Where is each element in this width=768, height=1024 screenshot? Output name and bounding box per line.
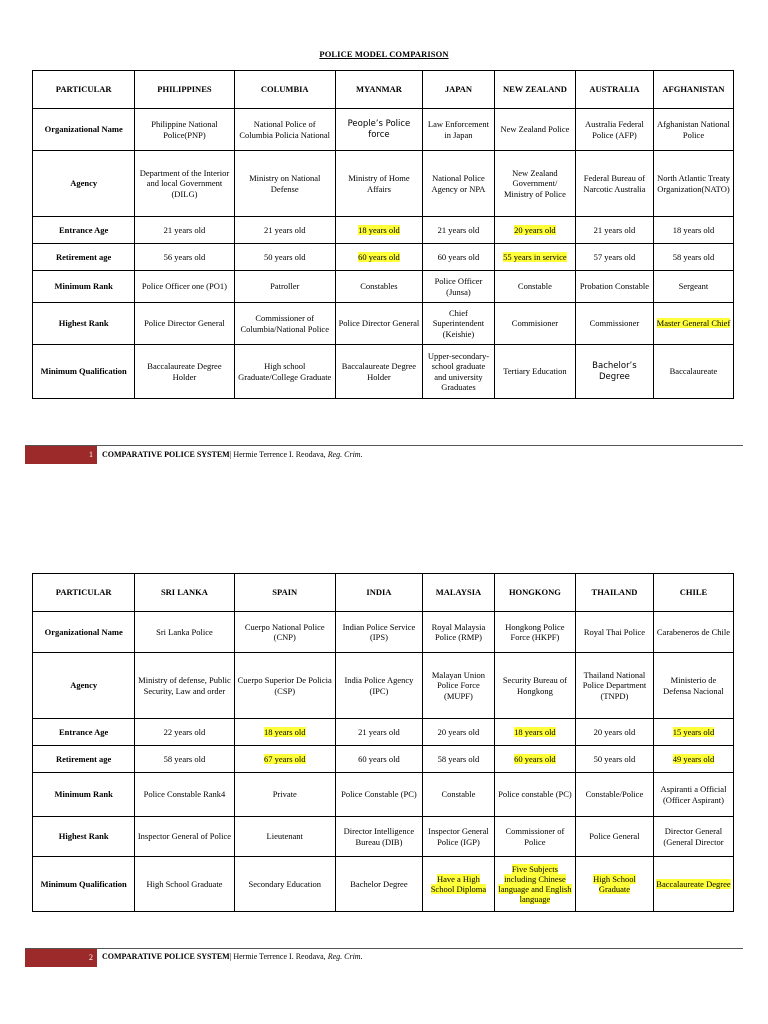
row-label: Retirement age	[33, 244, 135, 271]
table-cell	[494, 244, 575, 271]
highlighted-value: 55 years in service	[503, 251, 567, 262]
country-header: NEW ZEALAND	[494, 71, 575, 109]
table-cell: Commissioner of Police	[494, 817, 575, 857]
table-cell	[335, 244, 422, 271]
particular-header: PARTICULAR	[33, 574, 135, 612]
footer-suffix: Reg. Crim.	[327, 450, 363, 459]
table-cell: North Atlantic Treaty Organization(NATO)	[653, 151, 733, 217]
country-header: THAILAND	[575, 574, 653, 612]
table-cell: Indian Police Service (IPS)	[335, 612, 422, 653]
table-cell: Police Officer (Junsa)	[422, 271, 494, 303]
row-label: Organizational Name	[33, 109, 135, 151]
table-cell: Constable/Police	[575, 773, 653, 817]
table-cell	[234, 746, 335, 773]
country-header: MALAYSIA	[422, 574, 494, 612]
page-number-box: 2	[25, 949, 97, 967]
row-label: Entrance Age	[33, 719, 135, 746]
row-label: Minimum Rank	[33, 773, 135, 817]
comparison-table-1	[32, 70, 734, 399]
table-cell: India Police Agency (IPC)	[335, 653, 422, 719]
table-cell: Police General	[575, 817, 653, 857]
table-cell: National Police of Columbia Policia National	[234, 109, 335, 151]
table-cell: Royal Malaysia Police (RMP)	[422, 612, 494, 653]
table-cell: Ministry on National Defense	[234, 151, 335, 217]
table-cell: Cuerpo Superior De Policia (CSP)	[234, 653, 335, 719]
table-cell: 20 years old	[575, 719, 653, 746]
table-row	[33, 857, 734, 912]
highlighted-value: 67 years old	[263, 753, 306, 764]
table-cell: 21 years old	[135, 217, 234, 244]
country-header: AUSTRALIA	[575, 71, 653, 109]
table-row	[33, 151, 734, 217]
table-cell: Director Intelligence Bureau (DIB)	[335, 817, 422, 857]
table-cell: High school Graduate/College Graduate	[234, 345, 335, 399]
table-cell: Police Constable Rank4	[135, 773, 234, 817]
table-cell: Cuerpo National Police (CNP)	[234, 612, 335, 653]
table-cell: 20 years old	[422, 719, 494, 746]
highlighted-value: 49 years old	[672, 753, 715, 764]
page-title: POLICE MODEL COMPARISON	[319, 49, 449, 59]
table-cell: 60 years old	[335, 746, 422, 773]
table-cell: Patroller	[234, 271, 335, 303]
table-cell: Constable	[494, 271, 575, 303]
table-cell: 58 years old	[653, 244, 733, 271]
footer-text: COMPARATIVE POLICE SYSTEM| Hermie Terrence I. Reodava, Reg. Crim.	[102, 952, 363, 961]
table-cell	[422, 857, 494, 912]
row-label: Organizational Name	[33, 612, 135, 653]
table-cell: 21 years old	[422, 217, 494, 244]
row-label: Retirement age	[33, 746, 135, 773]
table-cell: 50 years old	[234, 244, 335, 271]
table-cell: 56 years old	[135, 244, 234, 271]
table-cell: 22 years old	[135, 719, 234, 746]
table-row	[33, 746, 734, 773]
table-cell	[234, 719, 335, 746]
table-cell: People’s Police force	[335, 109, 422, 151]
row-label: Highest Rank	[33, 303, 135, 345]
table-cell: Bachelor’s Degree	[575, 345, 653, 399]
table-cell	[653, 719, 733, 746]
country-header: PHILIPPINES	[135, 71, 234, 109]
table-cell	[494, 719, 575, 746]
row-label: Entrance Age	[33, 217, 135, 244]
table-cell: Ministry of Home Affairs	[335, 151, 422, 217]
table-cell: Probation Constable	[575, 271, 653, 303]
country-header: SPAIN	[234, 574, 335, 612]
table-cell	[494, 746, 575, 773]
table-cell: Inspector General Police (IGP)	[422, 817, 494, 857]
table-cell: 21 years old	[335, 719, 422, 746]
row-label: Highest Rank	[33, 817, 135, 857]
table-cell: 60 years old	[422, 244, 494, 271]
table-cell: Department of the Interior and local Government (DILG)	[135, 151, 234, 217]
table-row	[33, 303, 734, 345]
table-cell: National Police Agency or NPA	[422, 151, 494, 217]
country-header: MYANMAR	[335, 71, 422, 109]
highlighted-value: 18 years old	[358, 224, 400, 235]
footer-author: Hermie Terrence I. Reodava,	[233, 450, 328, 459]
table-cell: Commissioner of Columbia/National Police	[234, 303, 335, 345]
highlighted-value: 18 years old	[514, 726, 556, 737]
table-cell: 57 years old	[575, 244, 653, 271]
table-row	[33, 217, 734, 244]
table-cell: Private	[234, 773, 335, 817]
highlighted-value: Have a High School Diploma	[430, 873, 487, 894]
country-header: SRI LANKA	[135, 574, 234, 612]
table-cell: 21 years old	[575, 217, 653, 244]
highlighted-value: Baccalaureate Degree	[656, 878, 731, 889]
table-cell: Carabeneros de Chile	[653, 612, 733, 653]
table-cell: Malayan Union Police Force (MUPF)	[422, 653, 494, 719]
table-cell: Commisioner	[494, 303, 575, 345]
table-row	[33, 271, 734, 303]
table-cell	[653, 303, 733, 345]
table-cell: Baccalaureate Degree Holder	[335, 345, 422, 399]
table-cell: Upper-secondary-school graduate and university Graduates	[422, 345, 494, 399]
table-row	[33, 653, 734, 719]
table-header-row	[33, 71, 734, 109]
row-label: Minimum Rank	[33, 271, 135, 303]
table-cell: 58 years old	[422, 746, 494, 773]
table-cell	[653, 857, 733, 912]
table-cell: Sergeant	[653, 271, 733, 303]
row-label: Agency	[33, 151, 135, 217]
country-header: HONGKONG	[494, 574, 575, 612]
table-cell: Police Officer one (PO1)	[135, 271, 234, 303]
highlighted-value: High School Graduate	[593, 873, 636, 894]
table-cell: New Zealand Police	[494, 109, 575, 151]
table-cell: Australia Federal Police (AFP)	[575, 109, 653, 151]
highlighted-value: Five Subjects including Chinese language and English language	[498, 863, 572, 905]
table-cell: High School Graduate	[135, 857, 234, 912]
table-cell: Sri Lanka Police	[135, 612, 234, 653]
table-cell	[494, 857, 575, 912]
table-cell: Commissioner	[575, 303, 653, 345]
country-header: CHILE	[653, 574, 733, 612]
table-cell: Security Bureau of Hongkong	[494, 653, 575, 719]
table-cell: Ministry of defense, Public Security, Law and order	[135, 653, 234, 719]
table-cell: Ministerio de Defensa Nacional	[653, 653, 733, 719]
table-row	[33, 345, 734, 399]
table-row	[33, 817, 734, 857]
table-cell: Law Enforcement in Japan	[422, 109, 494, 151]
footer-suffix: Reg. Crim.	[327, 952, 363, 961]
table-cell: Aspiranti a Official (Officer Aspirant)	[653, 773, 733, 817]
footer-course: COMPARATIVE POLICE SYSTEM	[102, 952, 230, 961]
table-row	[33, 773, 734, 817]
table-cell	[335, 217, 422, 244]
table-cell: Thailand National Police Department (TNPD)	[575, 653, 653, 719]
table-header-row	[33, 574, 734, 612]
row-label: Minimum Qualification	[33, 857, 135, 912]
row-label: Agency	[33, 653, 135, 719]
table-cell: Inspector General of Police	[135, 817, 234, 857]
page-number-box: 1	[25, 446, 97, 464]
table-row	[33, 109, 734, 151]
footer-course: COMPARATIVE POLICE SYSTEM	[102, 450, 230, 459]
table-cell: New Zealand Government/ Ministry of Police	[494, 151, 575, 217]
table-cell: Director General (General Director	[653, 817, 733, 857]
table-cell: Tertiary Education	[494, 345, 575, 399]
country-header: AFGHANISTAN	[653, 71, 733, 109]
table-cell: Baccalaureate Degree Holder	[135, 345, 234, 399]
table-cell: Police constable (PC)	[494, 773, 575, 817]
table-cell: Constables	[335, 271, 422, 303]
table-cell: Federal Bureau of Narcotic Australia	[575, 151, 653, 217]
footer-text: COMPARATIVE POLICE SYSTEM| Hermie Terrence I. Reodava, Reg. Crim.	[102, 450, 363, 459]
table-cell: Police Constable (PC)	[335, 773, 422, 817]
table-cell: 18 years old	[653, 217, 733, 244]
table-cell: Bachelor Degree	[335, 857, 422, 912]
table-cell: 21 years old	[234, 217, 335, 244]
country-header: COLUMBIA	[234, 71, 335, 109]
footer-author: Hermie Terrence I. Reodava,	[233, 952, 328, 961]
highlighted-value: Master General Chief	[656, 318, 731, 329]
particular-header: PARTICULAR	[33, 71, 135, 109]
table-cell	[575, 857, 653, 912]
country-header: JAPAN	[422, 71, 494, 109]
highlighted-value: 15 years old	[672, 726, 715, 737]
table-cell: Police Director General	[335, 303, 422, 345]
table-cell: 58 years old	[135, 746, 234, 773]
row-label: Minimum Qualification	[33, 345, 135, 399]
table-cell	[494, 217, 575, 244]
table-cell: Lieutenant	[234, 817, 335, 857]
table-cell: Chief Superintendent (Keishie)	[422, 303, 494, 345]
table-cell: Royal Thai Police	[575, 612, 653, 653]
highlighted-value: 60 years old	[514, 753, 556, 764]
table-cell: Philippine National Police(PNP)	[135, 109, 234, 151]
table-row	[33, 612, 734, 653]
highlighted-value: 18 years old	[263, 726, 306, 737]
table-row	[33, 719, 734, 746]
table-cell: Hongkong Police Force (HKPF)	[494, 612, 575, 653]
table-cell: 50 years old	[575, 746, 653, 773]
comparison-table-2	[32, 573, 734, 912]
table-row	[33, 244, 734, 271]
table-cell: Secondary Education	[234, 857, 335, 912]
country-header: INDIA	[335, 574, 422, 612]
highlighted-value: 60 years old	[358, 251, 400, 262]
highlighted-value: 20 years old	[514, 224, 556, 235]
table-cell: Afghanistan National Police	[653, 109, 733, 151]
table-cell: Constable	[422, 773, 494, 817]
table-cell: Police Director General	[135, 303, 234, 345]
table-cell	[653, 746, 733, 773]
table-cell: Baccalaureate	[653, 345, 733, 399]
